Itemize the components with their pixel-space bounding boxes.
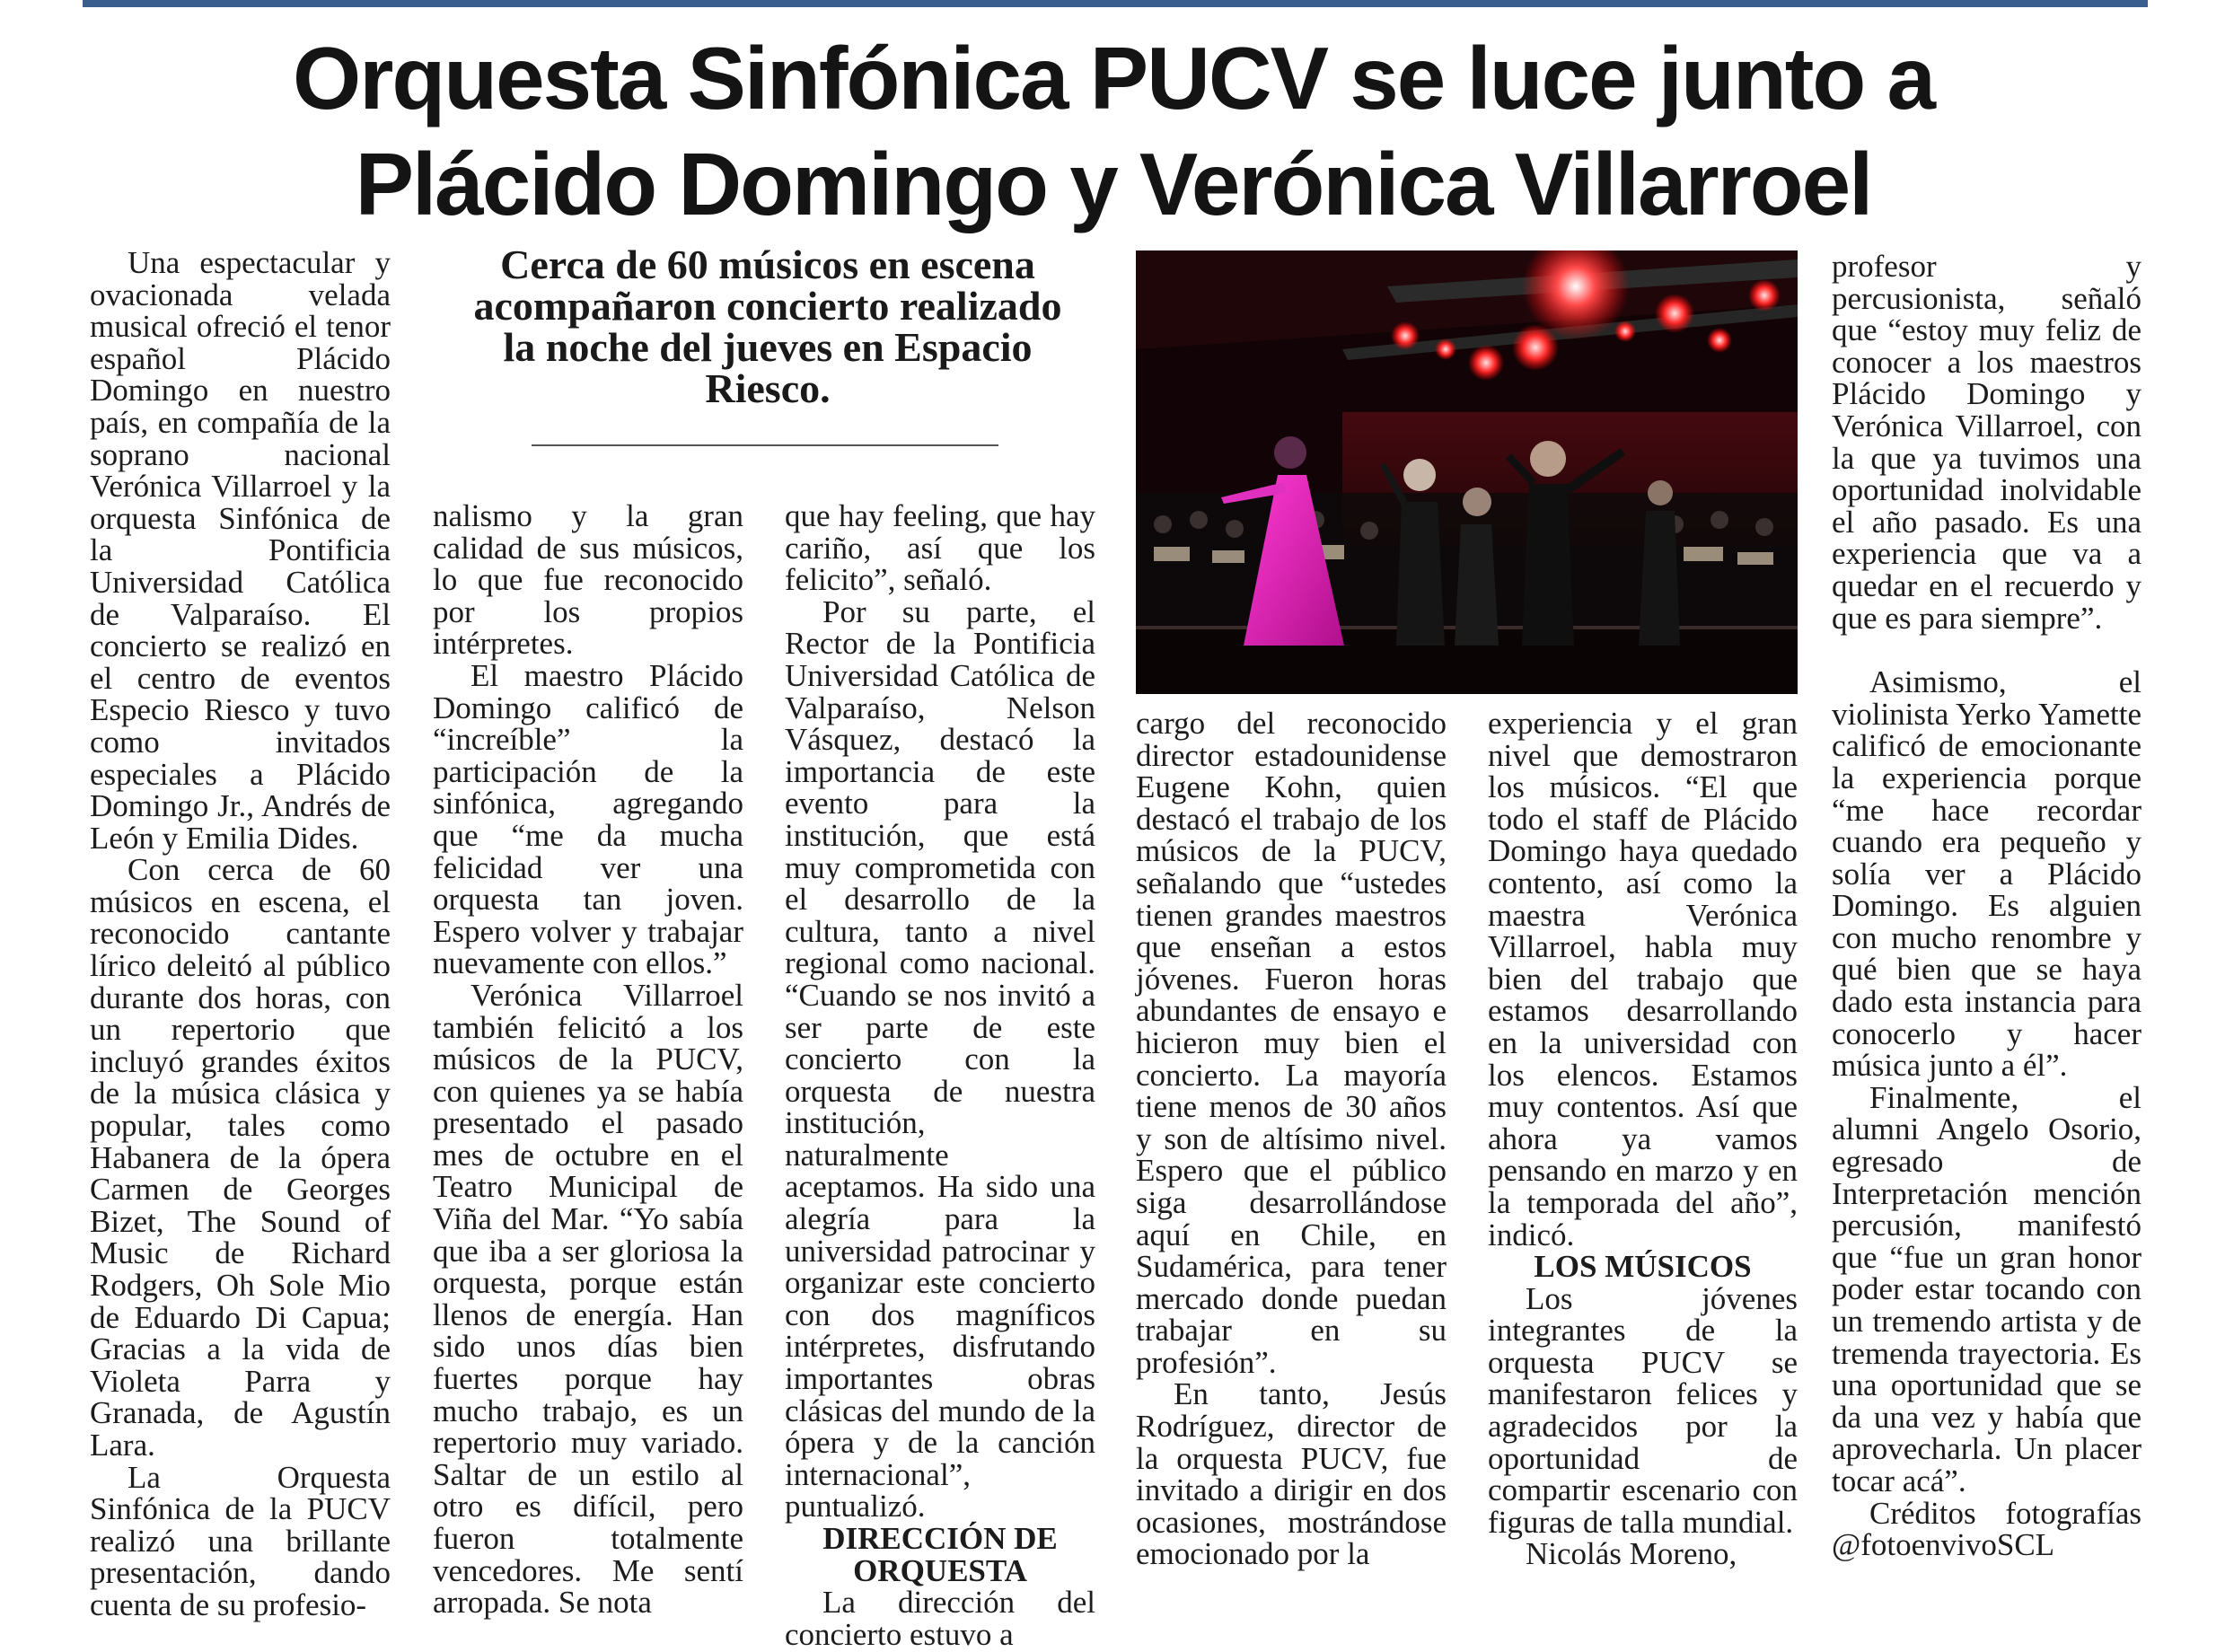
paragraph: Una espectacular y ovacionada velada musical ofreció el tenor español Plácido Domingo en nuestro país, en compañía de la soprano nacional Verónica Villarroel y la orquesta Sinfónica de la Pontificia Universidad Católica de Valparaíso. El concierto se realizó en el centro de eventos Especio Riesco y tuvo como invitados especiales a Plácido Domingo Jr., Andrés de León y Emilia Dides. bbox=[90, 245, 391, 856]
paragraph: Los jóvenes integrantes de la orquesta PUCV se manifestaron felices y agradecidos por la oportunidad de compartir escenario con figuras de talla mundial. bbox=[1488, 1280, 1798, 1540]
paragraph: La dirección del concierto estuvo a bbox=[785, 1585, 1095, 1652]
article-column-3 bbox=[785, 500, 1095, 1650]
subheading-musicos: LOS MÚSICOS bbox=[1534, 1249, 1752, 1285]
deck-subtitle: Cerca de 60 músicos en escena acompañaron concierto realizado la noche del jueves en Espacio Riesco. bbox=[473, 242, 1062, 411]
paragraph: Con cerca de 60 músicos en escena, el reconocido cantante lírico deleitó al público durante dos horas, con un repertorio que incluyó grandes éxitos de la música clásica y popular, tales como Habanera de la ópera Carmen de Georges Bizet, The Sound of Music de Richard Rodgers, Oh Sole Mio de Eduardo Di Capua; Gracias a la vida de Violeta Parra y Granada, de Agustín Lara. bbox=[90, 852, 391, 1463]
paragraph: profesor y percusionista, señaló que “estoy muy feliz de conocer a los maestros Plácido Domingo y Verónica Villarroel, con la que ya tuvimos una oportunidad inolvidable el año pasado. Es una experiencia que va a quedar en el recuerdo y que es para siempre”. bbox=[1832, 249, 2141, 636]
paragraph: La Orquesta Sinfónica de la PUCV realizó una brillante presentación, dando cuenta de su profesio- bbox=[90, 1459, 391, 1622]
paragraph: El maestro Plácido Domingo calificó de “increíble” la participación de la sinfónica, agregando que “me da mucha felicidad ver una orquesta tan joven. Espero volver y trabajar nuevamente con ellos.” bbox=[433, 657, 743, 981]
photo-credit: Créditos fotografías @fotoenvivoSCL bbox=[1832, 1495, 2141, 1563]
concert-photo bbox=[1136, 250, 1798, 694]
paragraph: cargo del reconocido director estadounidense Eugene Kohn, quien destacó el trabajo de los músicos de la PUCV, señalando que “ustedes tienen grandes maestros que enseñan a estos jóvenes. Fueron horas abundantes de ensayo e hicieron muy bien el concierto. La mayoría tiene menos de 30 años y son de altísimo nivel. Espero que el público siga desarrollándose aquí en Chile, en Sudamérica, para tener mercado donde puedan trabajar en su profesión”. bbox=[1136, 706, 1447, 1380]
article-column-4 bbox=[1136, 707, 1447, 1570]
article-column-5 bbox=[1488, 707, 1798, 1570]
article-column-2 bbox=[433, 500, 743, 1619]
top-rule bbox=[83, 0, 2148, 7]
article-column-6 bbox=[1832, 250, 2141, 1561]
deck-divider bbox=[532, 444, 998, 446]
paragraph: experiencia y el gran nivel que demostraron los músicos. “El que todo el staff de Plácido Domingo haya quedado contento, así como la maestra Verónica Villarroel, habla muy bien del trabajo que estamos desarrollando en la universidad con los elencos. Estamos muy contentos. Así que ahora ya vamos pensando en marzo y en la temporada del año”, indicó. bbox=[1488, 706, 1798, 1252]
paragraph: Finalmente, el alumni Angelo Osorio, egresado de Interpretación mención percusión, manifestó que “fue un gran honor poder estar tocando con un tremendo artista y de tremenda trayectoria. Es una oportunidad que se da una vez y había que aprovecharla. Un placer tocar acá”. bbox=[1832, 1079, 2141, 1498]
headline bbox=[90, 25, 2137, 237]
paragraph-gap bbox=[1832, 634, 2141, 666]
paragraph: Asimismo, el violinista Yerko Yamette calificó de emocionante la experiencia porque “me hace recordar cuando era pequeño y solía ver a Plácido Domingo. Es alguien con mucho renombre y qué bien que se haya dado esta instancia para conocerlo y hacer música junto a él”. bbox=[1832, 664, 2141, 1084]
article-column-1 bbox=[90, 247, 391, 1621]
paragraph: Verónica Villarroel también felicitó a los músicos de la PUCV, con quienes ya se había presentado el pasado mes de octubre en el Teatro Municipal de Viña del Mar. “Yo sabía que iba a ser gloriosa la orquesta, porque están llenos de energía. Han sido unos días bien fuertes porque hay mucho trabajo, es un repertorio muy variado. Saltar de un estilo al otro es difícil, pero fueron totalmente vencedores. Me sentí arropada. Se nota bbox=[433, 977, 743, 1621]
subheading-direccion: DIRECCIÓN DE ORQUESTA bbox=[822, 1521, 1058, 1588]
paragraph: que hay feeling, que hay cariño, así que los felicito”, señaló. bbox=[785, 498, 1095, 598]
headline-line-2: Plácido Domingo y Verónica Villarroel bbox=[355, 135, 1872, 233]
paragraph: Nicolás Moreno, bbox=[1526, 1536, 1737, 1572]
paragraph: nalismo y la gran calidad de sus músicos, lo que fue reconocido por los propios intérpretes. bbox=[433, 498, 743, 662]
paragraph: En tanto, Jesús Rodríguez, director de la orquesta PUCV, fue invitado a dirigir en dos ocasiones, mostrándose emocionado por la bbox=[1136, 1376, 1447, 1572]
headline-line-1: Orquesta Sinfónica PUCV se luce junto a bbox=[293, 29, 1934, 127]
paragraph: Por su parte, el Rector de la Pontificia Universidad Católica de Valparaíso, Nelson Vásquez, destacó la importancia de este evento para la institución, que está muy comprometida con el desarrollo de la cultura, tanto a nivel regional como nacional. “Cuando se nos invitó a ser parte de este concierto con la orquesta de nuestra institución, naturalmente aceptamos. Ha sido una alegría para la universidad patrocinar y organizar este concierto con dos magníficos intérpretes, disfrutando importantes obras clásicas del mundo de la ópera y de la canción internacional”, puntualizó. bbox=[785, 593, 1095, 1525]
